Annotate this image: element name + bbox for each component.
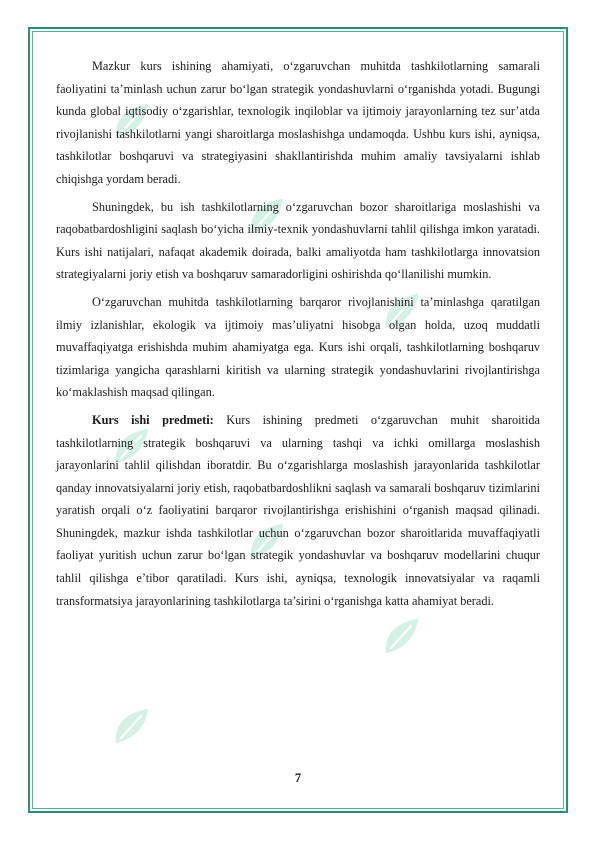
page-number: 7 [294, 771, 302, 785]
paragraph-also: Shuningdek, bu ish tashkilotlarning o‘zgaruvchan bozor sharoitlariga moslashishi va raqobatbardoshligini saqlash bo‘yicha ilmiy-texnik yondashuvlarni tahlil qilishga imkon yaratadi. Kurs ishi natijalari, nafaqat akademik doirada, balki amaliyotda ham tashkilotlarga innovatsion strategiyalarni joriy etish va boshqaruv samaradorligini oshirishda qo‘llanilishi mumkin. [56, 199, 540, 282]
watermark-logo-icon [105, 700, 159, 754]
subject-label: Kurs ishi predmeti: [92, 412, 214, 427]
paragraph-sustainable-development: O‘zgaruvchan muhitda tashkilotlarning barqaror rivojlanishini ta’minlashga qaratilgan ilmiy izlanishlar, ekologik va ijtimoiy mas’uliyatni hisobga olgan holda, uzoq muddatli muvaffaqiyatga erishishda muhim ahamiyatga ega. Kurs ishi orqali, tashkilotlarning boshqaruv tizimlariga yangicha qarashlarni kiritish va ularning strategik yondashuvlarini rivojlantirishga ko‘maklashish maqsad qilingan. [56, 294, 540, 400]
document-body [56, 55, 540, 617]
paragraph-significance: Mazkur kurs ishining ahamiyati, o‘zgaruvchan muhitda tashkilotlarning samarali faoliyatini ta’minlash uchun zarur bo‘lgan strategik yondashuvlarni o‘rganishda yotadi. Bugungi kunda global iqtisodiy o‘zgarishlar, texnologik inqiloblar va ijtimoiy jarayonlarning tez sur’atda rivojlanishi tashkilotlarni yangi sharoitlarga moslashishga undamoqda. Ushbu kurs ishi, ayniqsa, tashkilotlar boshqaruvi va strategiyasini shakllantirishda muhim amaliy tavsiyalarni ishlab chiqishga yordam beradi. [56, 59, 540, 186]
paragraph-subject [56, 409, 540, 612]
watermark-logo-icon [375, 610, 429, 664]
subject-text: Kurs ishining predmeti o‘zgaruvchan muhit sharoitida tashkilotlarning strategik boshqaruvi va ularning tashqi va ichki omillarga moslashish jarayonlarini tahlil qilishdan iboratdir. Bu o‘zgarishlarga moslashish jarayonlarida tashkilotlar qanday innovatsiyalarni joriy etish, raqobatbardoshlikni saqlash va samarali boshqaruv tizimlarini yaratish orqali o‘z faoliyatini barqaror rivojlantirishga erishishini o‘rganish maqsad qilinadi. Shuningdek, mazkur ishda tashkilotlar uchun o‘zgaruvchan bozor sharoitlarida muvaffaqiyatli faoliyat yuritish uchun zarur bo‘lgan strategik yondashuvlar va boshqaruv modellarini chuqur tahlil qilishga e’tibor qaratiladi. Kurs ishi, ayniqsa, texnologik innovatsiyalar va raqamli transformatsiya jarayonlarining tashkilotlarga ta’sirini o‘rganishga katta ahamiyat beradi. [56, 412, 540, 608]
